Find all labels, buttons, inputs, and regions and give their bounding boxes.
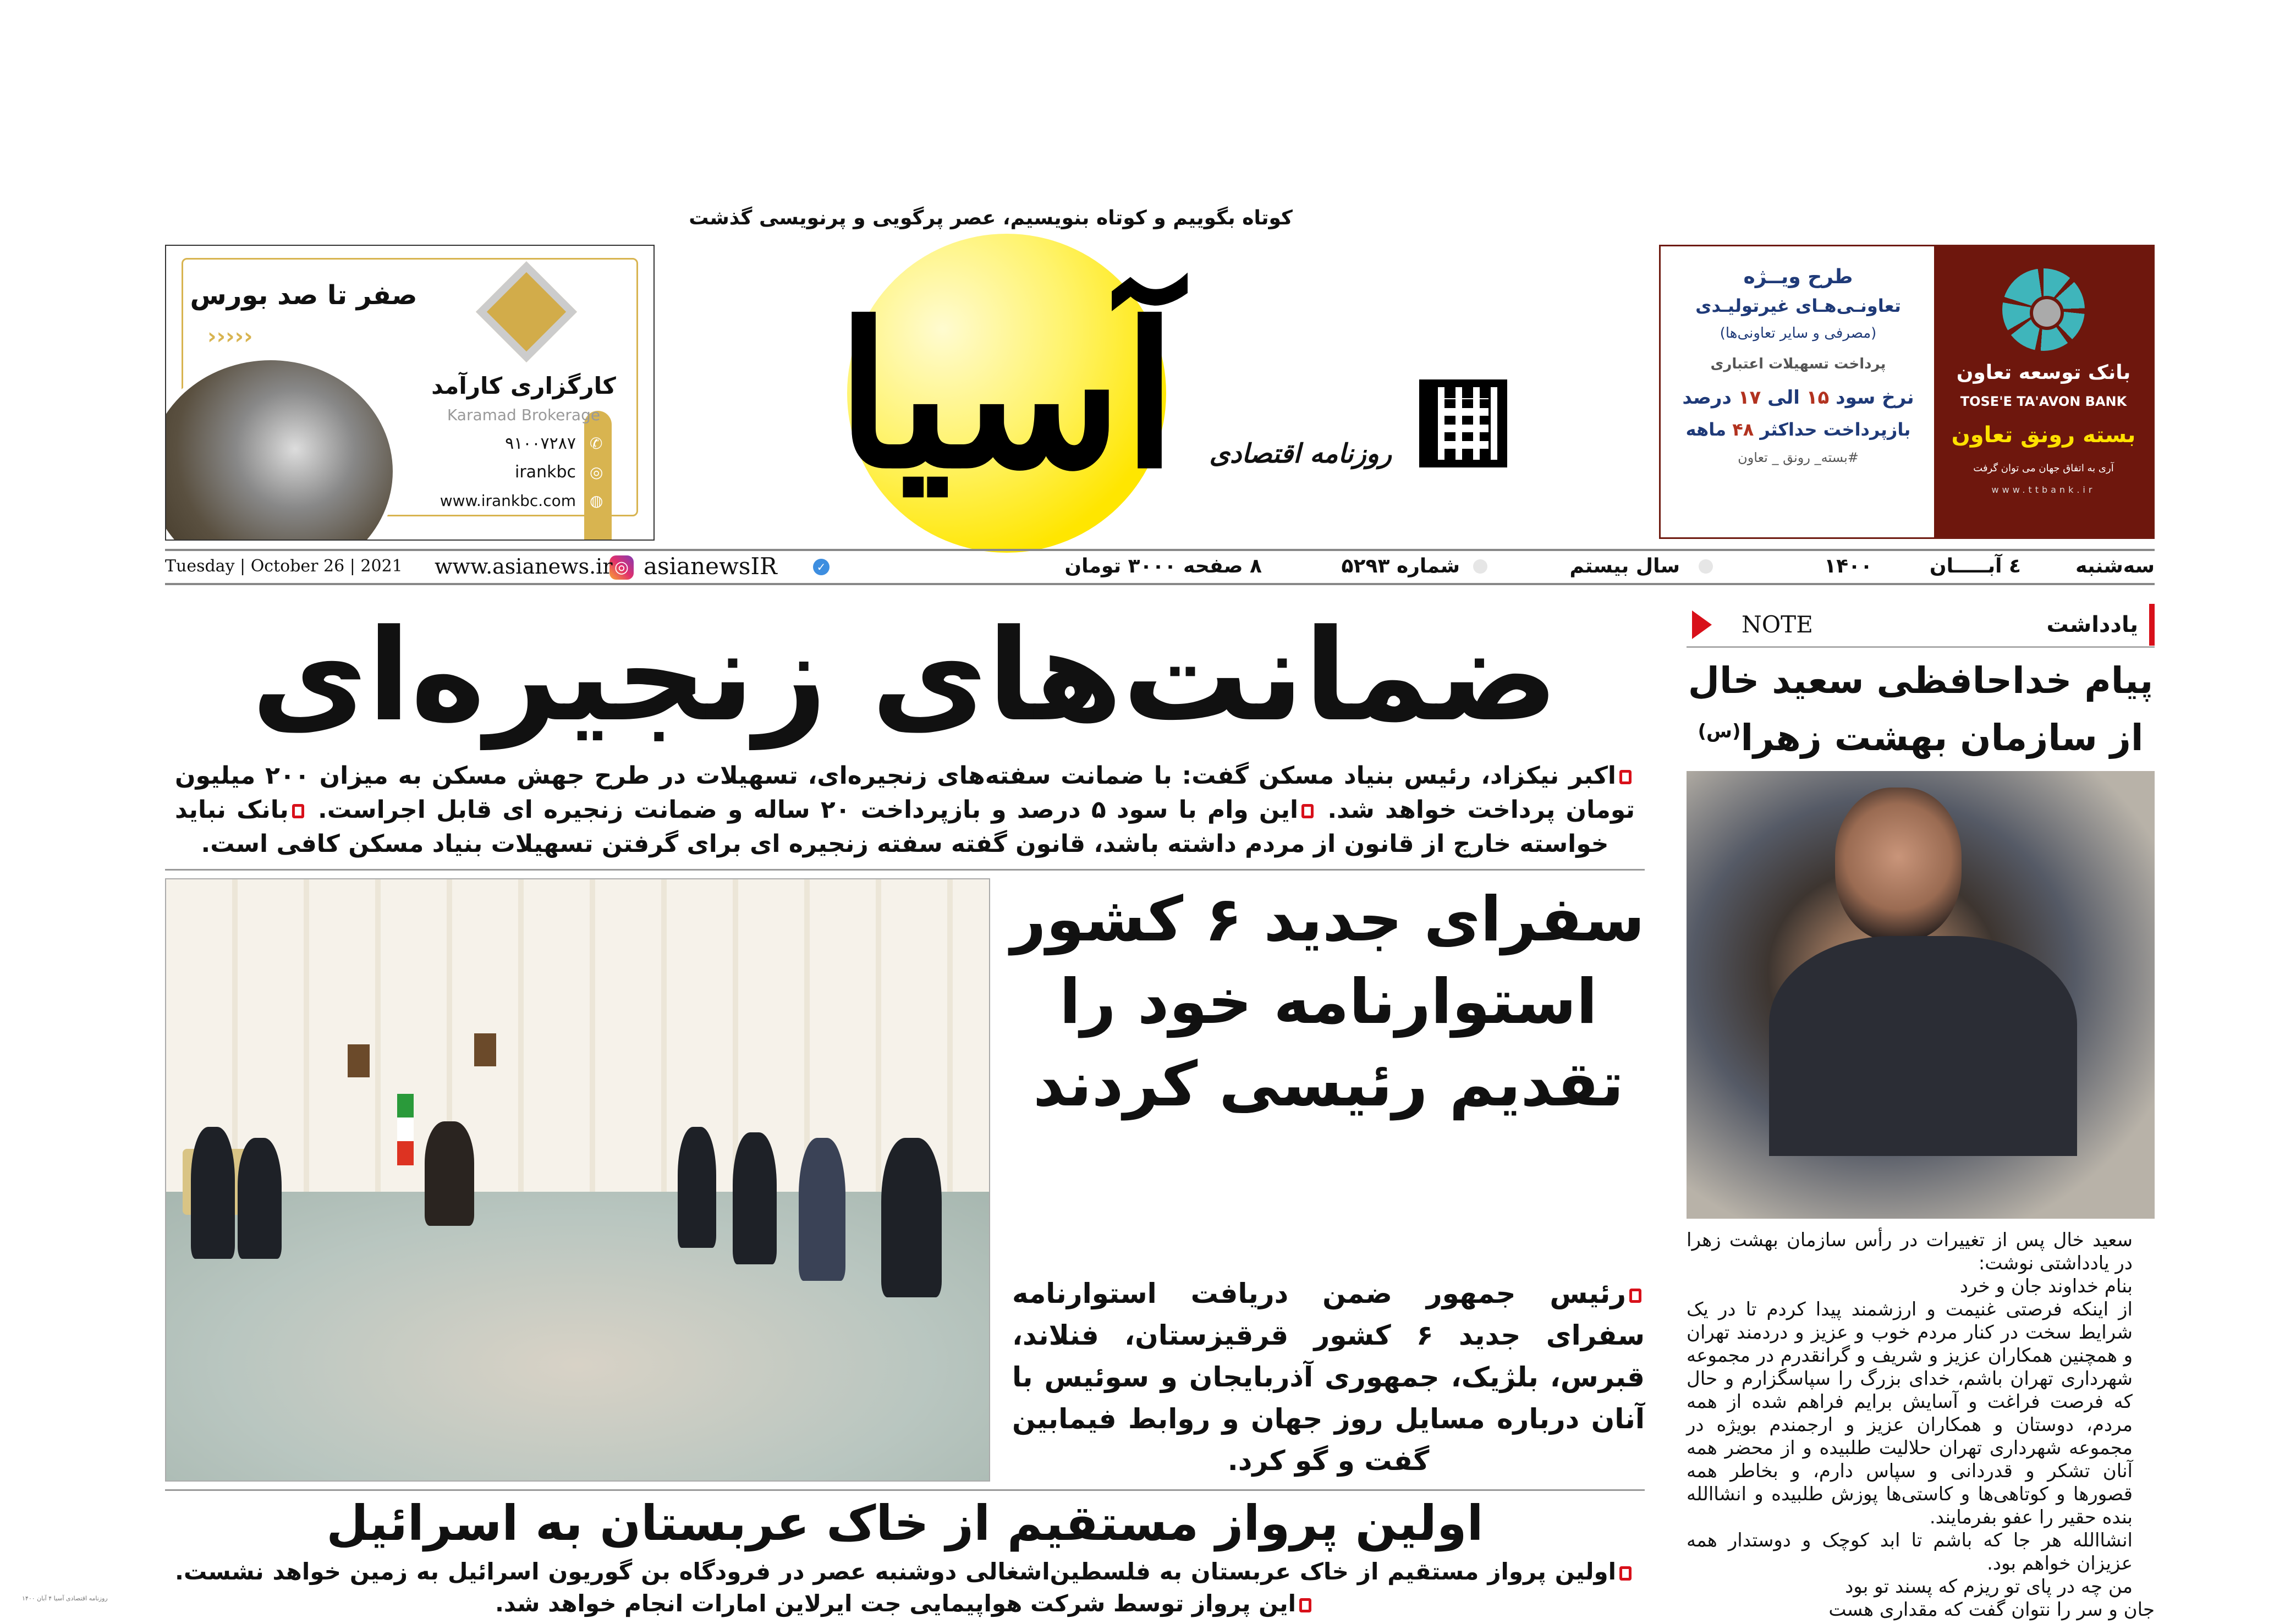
note-title[interactable]: پیام خداحافظی سعید خال از سازمان بهشت زهرا$^{(س)}$	[1688, 659, 2154, 759]
ad-website: www.irankbc.com	[440, 492, 576, 510]
bullet-square-icon	[292, 804, 304, 818]
phone-icon: ✆	[590, 434, 603, 453]
bank-name-en: TOSE'E TA'AVON BANK	[1960, 394, 2127, 409]
footer-tiny: روزنامه اقتصادی آسیا ۴ آبان ۱۴۰۰	[22, 1595, 108, 1602]
story2-body: رئیس جمهور ضمن دریافت استوارنامه سفرای جدید ۶ کشور قرقیزستان، فنلاند، قبرس، بلژیک، جمهوری آذربایجان و سوئیس با آنان درباره مسایل روز جهان و روابط فیمابین گفت و گو کرد.	[1012, 1278, 1645, 1477]
portrait-frame	[474, 1033, 496, 1066]
year-fa: ۱۴۰۰	[1824, 555, 1872, 577]
bank-name-fa: بانک توسعه تعاون	[1956, 361, 2131, 384]
website-link[interactable]: www.asianews.ir	[435, 554, 613, 579]
bank-flower-logo-icon	[2002, 268, 2085, 351]
story2-row	[165, 878, 1645, 1482]
saeed-khal-portrait	[1687, 771, 2155, 1219]
instagram-handle[interactable]: asianewsIR	[644, 553, 777, 580]
verified-badge-icon: ✓	[813, 559, 830, 575]
note-body: سعید خال پس از تغییرات در رأس سازمان بهشت زهرا در یادداشتی نوشت: بنام خداوند جان و خرد از اینکه فرصتی غنیمت و ارزشمند پیدا کردم تا در یک شرایط سخت در کنار مردم خوب و عزیز و دردمند تهران و همچنین همکاران عزیز و شریف و گرانقدرم در مجموعه شهرداری تهران باشم، خدای بزرگ را سپاسگزارم و حال که فرصت فراغت و آسایش برایم فراهم شده از همه مردم، دوستان و همکاران عزیز و ارجمندم بویژه در مجموعه شهرداری تهران حلالیت طلبیده و از محضر همه آنان تشکر و قدردانی و سپاس دارم، و بخاطر همه قصورها و کوتاهی‌ها و کاستی‌ها پوزش طلبیده و انشاالله بنده حقیر را عفو بفرمایند. انشاالله هر جا که باشم تا ابد کوچک و دوستدار همه عزیزان خواهم بود. من چه در پای تو ریزم که پسند تو بود جان و سر را نتوان گفت که مقداری هست	[1687, 1229, 2155, 1621]
pages-price: ۸ صفحه ۳۰۰۰ تومان	[1064, 555, 1262, 577]
play-arrow-icon	[1692, 610, 1712, 639]
qr-code-icon[interactable]	[1419, 379, 1507, 467]
bullet-square-icon	[1301, 804, 1314, 818]
note-label-fa: یادداشت	[2046, 612, 2138, 637]
note-column	[1687, 604, 2155, 1621]
separator-dot	[1473, 559, 1487, 574]
ad-line1: طرح ویــژه	[1743, 266, 1853, 288]
arrows-icon: ›››››	[207, 324, 253, 349]
ambassadors-meeting-photo	[165, 878, 990, 1482]
divider	[165, 583, 2155, 585]
globe-icon: ◍	[590, 492, 603, 510]
bank-tagline: آری به اتفاق جهان می توان گرفت	[1973, 463, 2114, 474]
weekday-fa: سه‌شنبه	[2075, 555, 2155, 577]
masthead-logo: آسیا	[836, 279, 1177, 512]
ad-tosee-taavon-bank[interactable]	[1659, 245, 2155, 539]
divider	[165, 869, 1645, 871]
date-fa: ٤ آبـــــان	[1929, 555, 2021, 577]
ad-line2: تعاونـی‌هـای غیرتولیـدی	[1695, 295, 1901, 316]
ad-line3: (مصرفی و سایر تعاونی‌ها)	[1720, 325, 1877, 342]
story3-body: اولین پرواز مستقیم از خاک عربستان به فلسطین‌اشغالی دوشنبه عصر در فرودگاه بن گوریون اسرائیل به زمین خواهد نشست. این پرواز توسط شرکت هواپیمایی جت ایرلاین امارات انجام خواهد شد.	[165, 1556, 1645, 1620]
package-name: بسته رونق تعاون	[1951, 422, 2136, 448]
ad-line4: پرداخت تسهیلات اعتباری	[1710, 356, 1886, 372]
divider	[165, 549, 2155, 551]
brand-en: Karamad Brokerage	[447, 406, 601, 424]
ad-karamad-brokerage[interactable]	[165, 245, 655, 541]
iran-flag	[397, 1094, 414, 1165]
ad-instagram: irankbc	[515, 463, 576, 482]
instagram-icon: ◎	[609, 555, 634, 580]
instagram-icon: ◎	[590, 463, 603, 481]
story3-headline[interactable]: اولین پرواز مستقیم از خاک عربستان به اسرائیل	[326, 1495, 1484, 1551]
bullet-square-icon	[1299, 1598, 1311, 1612]
date-en: Tuesday | October 26 | 2021	[165, 557, 403, 576]
bank-panel	[1934, 246, 2153, 537]
issue-number: شماره ۵۲۹۳	[1341, 555, 1460, 577]
bullet-square-icon	[1629, 1289, 1641, 1303]
portrait-frame	[348, 1044, 370, 1077]
bank-url[interactable]: www.ttbank.ir	[1991, 485, 2096, 495]
separator-dot	[1699, 559, 1713, 574]
masthead-slogan: کوتاه بگوییم و کوتاه بنویسیم، عصر پرگویی و پرنویسی گذشت	[689, 207, 1293, 229]
note-header	[1687, 604, 2155, 648]
brand-fa: کارگزاری کارآمد	[431, 372, 616, 399]
note-label-en: NOTE	[1742, 611, 1813, 638]
ad-rate-line: نرخ سود ۱۵ الی ۱۷ درصد	[1682, 387, 1914, 409]
ad-hashtag: #بسته_ رونق _ تعاون	[1738, 450, 1859, 465]
lead-paragraph: اکبر نیکزاد، رئیس بنیاد مسکن گفت: با ضمانت سفته‌های زنجیره‌ای، تسهیلات در طرح جهش مسکن به میزان ۲۰۰ میلیون تومان پرداخت خواهد شد. این وام با سود ۵ درصد و بازپرداخت ۲۰ ساله و ضمانت زنجیره ای قابل اجراست. بانک نباید خواسته خارج از قانون از مردم داشته باشد، قانون گفته سفته زنجیره ای برای گرفتن تسهیلات بنیاد مسکن کافی است.	[175, 762, 1635, 858]
volume: سال بیستم	[1569, 555, 1680, 577]
masthead-subtitle: روزنامه اقتصادی	[1209, 438, 1392, 469]
bullet-square-icon	[1619, 1566, 1632, 1581]
ad-repay-line: بازپرداخت حداکثر ۴۸ ماهه	[1685, 419, 1911, 440]
story2-headline[interactable]: سفرای جدید ۶ کشور استوارنامه خود را تقدیم رئیسی کردند	[1010, 884, 1645, 1120]
main-headline[interactable]: ضمانت‌های زنجیره‌ای	[251, 603, 1559, 750]
bullet-square-icon	[1619, 770, 1632, 784]
ad-phone: ۹۱۰۰۷۲۸۷	[505, 434, 576, 453]
ad-headline: صفر تا صد بورس	[190, 280, 418, 311]
main-column	[165, 594, 1645, 1620]
story2	[1012, 878, 1645, 1482]
